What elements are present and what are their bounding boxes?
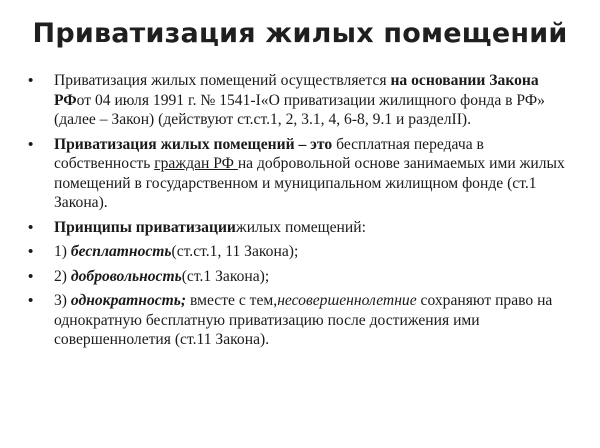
bullet-list (22, 71, 572, 355)
text-run-italic: несовершеннолетние (277, 292, 417, 309)
bullet-icon: • (28, 218, 34, 236)
text-run-bold-italic: однократность; (70, 292, 187, 309)
text-run-bold: Приватизация жилых помещений – это (54, 135, 333, 153)
text-run-bold-italic: бесплатность (70, 243, 172, 260)
text-run-bold: на основании Закона РФ (54, 72, 539, 109)
text-run: (ст.ст.1, 11 Закона); (171, 243, 299, 260)
list-item (22, 218, 572, 238)
text-run: 3) (54, 292, 71, 309)
text-run: жилых помещений: (235, 218, 366, 236)
text-run: сохраняют право на однократную бесплатную приватизацию после достижения ими совершеннолетия (ст.11 Закона). (54, 292, 553, 348)
list-item (22, 71, 572, 130)
list-item (22, 267, 572, 287)
slide-title: Приватизация жилых помещений (32, 18, 568, 49)
text-run: бесплатная передача в собственность (54, 135, 484, 172)
text-run: от 04 июля 1991 г. № 1541-I«О приватизации жилищного фонда в РФ» (далее – Закон) (действуют ст.ст.1, 2, 3.1, 4, 6-8, 9.1 и разделII). (54, 91, 545, 128)
bullet-icon: • (28, 267, 34, 285)
bullet-icon: • (28, 292, 34, 309)
text-run: 1) (54, 243, 71, 260)
bullet-icon: • (28, 135, 34, 153)
text-run: вместе с тем, (186, 292, 278, 309)
text-run: Приватизация жилых помещений осуществляется (54, 72, 391, 89)
bullet-icon: • (28, 243, 34, 260)
text-run-bold-italic: добровольность (70, 267, 182, 285)
text-run: 2) (54, 267, 71, 285)
list-item (22, 291, 572, 350)
list-item (22, 135, 572, 213)
text-run: на добровольной основе занимаемых ими жилых помещений в государственном и муниципальном жилищном фонде (ст.1 Закона). (54, 155, 565, 211)
text-run: (ст.1 Закона); (181, 267, 270, 285)
list-item (22, 242, 572, 262)
text-run-underlined: граждан РФ (154, 155, 238, 172)
text-run-bold: Принципы приватизации (54, 218, 236, 236)
bullet-icon: • (28, 72, 34, 89)
